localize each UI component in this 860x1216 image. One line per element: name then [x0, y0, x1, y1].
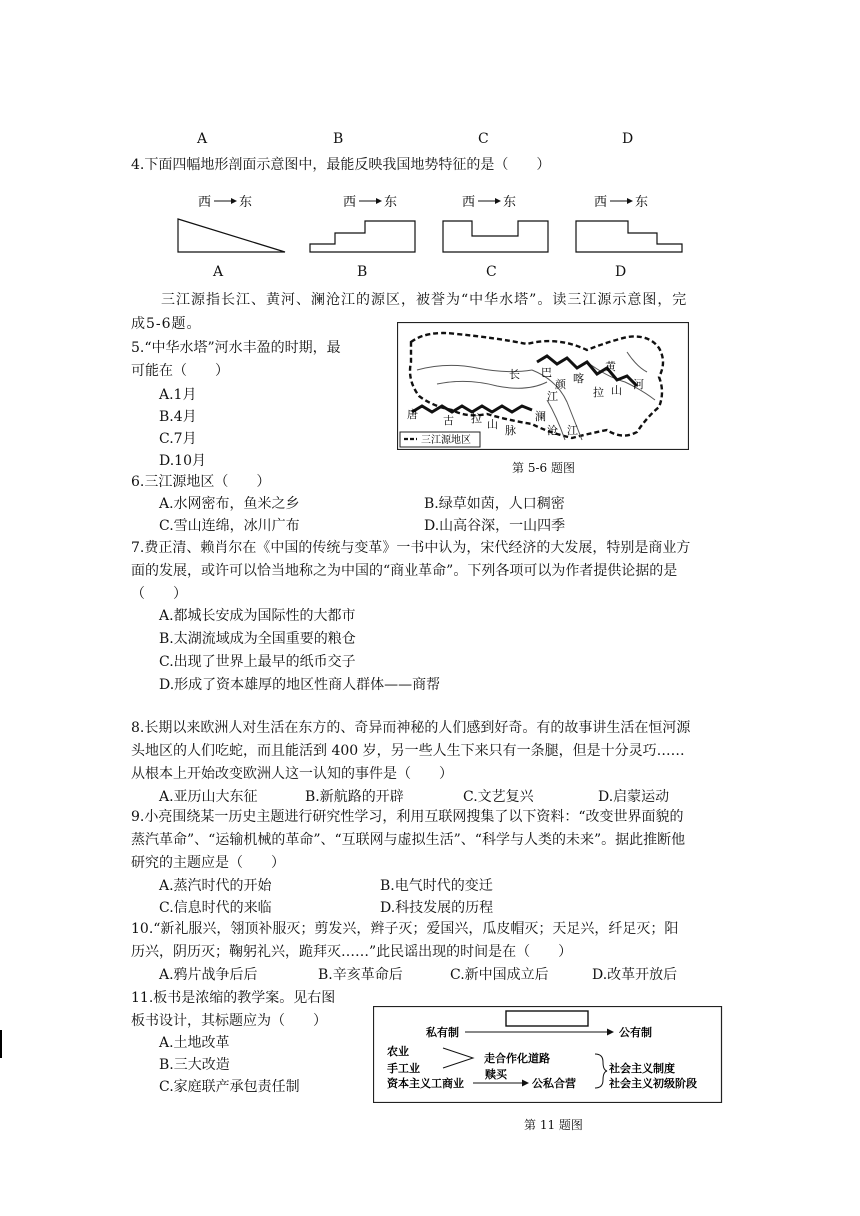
q6-option-c: C.雪山连绵，冰川广布	[159, 518, 300, 534]
q5-option-c: C.7月	[159, 431, 197, 447]
q3-label-b: B	[333, 131, 344, 147]
q4-dir-east-a: 东	[239, 195, 253, 210]
board-buyout: 赎买	[485, 1068, 507, 1081]
board-handicraft: 手工业	[387, 1062, 420, 1075]
map-label-tang: 唐	[407, 408, 418, 421]
sanjiangyuan-map	[397, 322, 689, 450]
q8-option-b: B.新航路的开辟	[305, 789, 404, 805]
map-label-mai: 脉	[505, 424, 516, 437]
map-label-lan: 澜	[535, 410, 546, 423]
map-label-shan1: 山	[611, 384, 622, 397]
q9-option-d: D.科技发展的历程	[380, 900, 494, 916]
passage-5-6: 三江源指长江、黄河、澜沧江的源区，被誉为“中华水塔”。读三江源示意图，完成5-6题。	[131, 292, 688, 332]
board-joint: 公私合营	[532, 1077, 576, 1090]
q7-option-b: B.太湖流域成为全国重要的粮仓	[159, 631, 356, 647]
q8-stem: 8.长期以来欧洲人对生活在东方的、奇异而神秘的人们感到好奇。有的故事讲生活在恒河源头地区的人们吃蛇，而且能活到 400 岁，另一些人生下来只有一条腿，但是十分灵巧……从根本上开始改变欧洲人这一认知的事件是（ ）	[131, 720, 691, 782]
q4-dir-east-c: 东	[503, 195, 517, 210]
q10-stem: 10.“新礼服兴，翎顶补服灭；剪发兴，辫子灭；爱国兴，瓜皮帽灭；天足兴，纤足灭；阳历兴，阴历灭；鞠躬礼兴，跪拜灭……”此民谣出现的时间是在（ ）	[131, 921, 679, 960]
board-agri: 农业	[387, 1045, 409, 1058]
q4-dir-west-d: 西	[594, 195, 608, 210]
map-label-ba: 巴	[541, 366, 552, 379]
map-label-la2: 拉	[471, 412, 482, 425]
binding-edge-mark	[0, 1030, 2, 1058]
map-label-chang: 长	[509, 368, 520, 381]
q5-stem-line2: 可能在（ ）	[131, 363, 229, 379]
q4-dir-east-b: 东	[384, 195, 398, 210]
q4-label-d: D	[615, 264, 627, 280]
q5-stem-line1: 5.“中华水塔”河水丰盈的时期，最	[131, 340, 341, 356]
q9-option-b: B.电气时代的变迁	[380, 878, 493, 894]
map-label-jiang2: 江	[567, 424, 578, 437]
q8-option-a: A.亚历山大东征	[159, 789, 258, 805]
board-primary-stage: 社会主义初级阶段	[609, 1077, 697, 1090]
q11-board-caption: 第 11 题图	[524, 1118, 583, 1132]
q8-option-d: D.启蒙运动	[598, 789, 670, 805]
q9-option-a: A.蒸汽时代的开始	[159, 878, 272, 894]
q11-board-figure	[373, 1006, 723, 1103]
q10-option-c: C.新中国成立后	[450, 967, 549, 983]
q4-profile-a	[178, 219, 285, 252]
q6-option-d: D.山高谷深，一山四季	[424, 518, 566, 534]
q6-option-b: B.绿草如茵，人口稠密	[424, 496, 565, 512]
q4-label-b: B	[357, 264, 368, 280]
q4-dir-west-b: 西	[343, 195, 357, 210]
q9-option-c: C.信息时代的来临	[159, 900, 272, 916]
map-label-yan: 颜	[555, 378, 566, 391]
q11-option-c: C.家庭联产承包责任制	[159, 1079, 300, 1095]
map-legend-label: 三江源地区	[421, 435, 471, 446]
map-label-ka: 喀	[573, 372, 584, 385]
q4-dir-west-a: 西	[198, 195, 212, 210]
q6-option-a: A.水网密布，鱼米之乡	[159, 496, 300, 512]
q11-option-a: A.土地改革	[159, 1035, 230, 1051]
q8-option-c: C.文艺复兴	[463, 789, 534, 805]
q4-dir-east-d: 东	[635, 195, 649, 210]
map-label-jiang: 江	[547, 390, 558, 403]
q7-option-d: D.形成了资本雄厚的地区性商人群体——商帮	[159, 677, 441, 693]
q7-stem: 7.费正清、赖肖尔在《中国的传统与变革》一书中认为，宋代经济的大发展，特别是商业方面的发展，或许可以恰当地称之为中国的“商业革命”。下列各项可以为作者提供论据的是（ ）	[131, 540, 691, 602]
q4-direction-c	[462, 195, 516, 210]
board-socialist-system: 社会主义制度	[609, 1062, 675, 1075]
q4-label-c: C	[486, 264, 497, 280]
q7-option-a: A.都城长安成为国际性的大都市	[159, 608, 356, 624]
board-private: 私有制	[426, 1026, 459, 1039]
q3-label-d: D	[622, 131, 634, 147]
q4-profile-b	[310, 221, 415, 252]
map-label-huang: 黄	[605, 360, 616, 373]
q3-label-a: A	[197, 131, 208, 147]
map-label-shan2: 山	[487, 418, 498, 431]
board-capitalist: 资本主义工商业	[387, 1077, 464, 1090]
q6-stem: 6.三江源地区（ ）	[131, 474, 271, 490]
q4-profile-d	[576, 221, 682, 252]
q10-option-d: D.改革开放后	[592, 967, 678, 983]
map-5-6-caption: 第 5-6 题图	[512, 461, 575, 475]
q11-option-b: B.三大改造	[159, 1057, 230, 1073]
q5-option-b: B.4月	[159, 409, 197, 425]
q7-option-c: C.出现了世界上最早的纸币交子	[159, 654, 356, 670]
q4-stem: 4.下面四幅地形剖面示意图中，最能反映我国地势特征的是（ ）	[131, 157, 551, 173]
map-label-gu: 古	[443, 414, 454, 427]
q9-stem: 9.小亮围绕某一历史主题进行研究性学习，利用互联网搜集了以下资料：“改变世界面貌的蒸汽革命”、“运输机械的革命”、“互联网与虚拟生活”、“科学与人类的未来”。据此推断他研究的主题应是（ ）	[131, 809, 686, 871]
q4-profile-c	[443, 221, 548, 252]
map-label-he: 河	[633, 378, 644, 391]
q11-stem-line1: 11.板书是浓缩的教学案。见右图	[131, 990, 336, 1006]
q11-stem-line2: 板书设计，其标题应为（ ）	[131, 1013, 327, 1029]
q10-option-a: A.鸦片战争后后	[159, 967, 258, 983]
q4-direction-b	[343, 195, 397, 210]
q4-dir-west-c: 西	[462, 195, 476, 210]
q3-label-c: C	[478, 131, 489, 147]
q10-option-b: B.辛亥革命后	[318, 967, 403, 983]
map-label-la: 拉	[593, 386, 604, 399]
board-public: 公有制	[619, 1026, 652, 1039]
q4-direction-d	[594, 195, 648, 210]
map-label-cang: 沧	[547, 424, 558, 437]
q5-option-d: D.10月	[159, 453, 206, 469]
q4-label-a: A	[213, 264, 224, 280]
board-coop: 走合作化道路	[484, 1052, 550, 1065]
q5-option-a: A.1月	[159, 387, 197, 403]
q4-direction-a	[198, 195, 252, 210]
